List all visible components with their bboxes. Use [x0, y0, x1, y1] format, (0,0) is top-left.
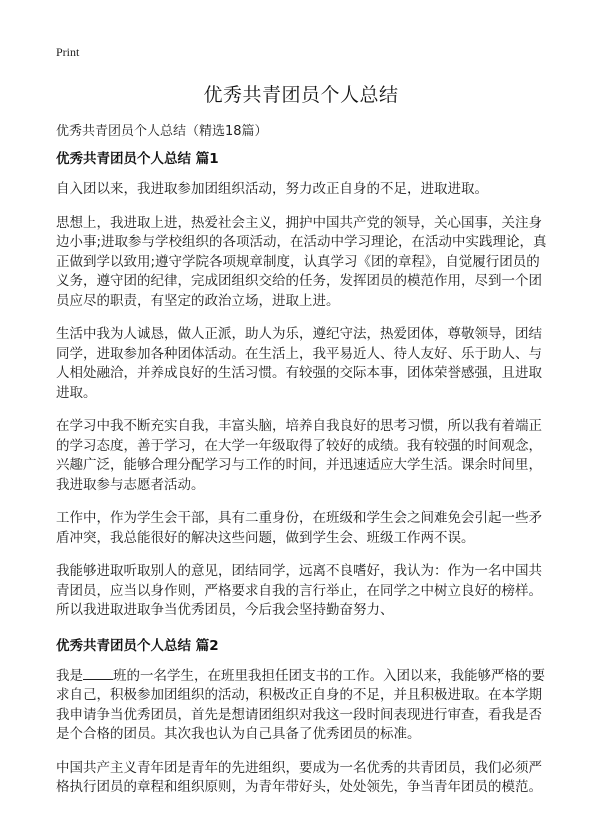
section-1 — [56, 150, 548, 621]
paragraph: 中国共产主义青年团是青年的先进组织，要成为一名优秀的共青团员，我们必须严格执行团员的章程和组织原则，为青年带好头，处处领先，争当青年团员的模范。 — [56, 759, 542, 795]
paragraph: 生活中我为人诚恳，做人正派，助人为乐，遵纪守法，热爱团体，尊敬领导，团结同学，进取参加各种团体活动。在生活上，我平易近人、待人友好、乐于助人、与人相处融洽，并养成良好的生活习惯。有较强的交际本事，团体荣誉感强，且进取进取。 — [56, 326, 542, 401]
fill-in-blank — [83, 667, 113, 680]
paragraph: 我能够进取听取别人的意见，团结同学，远离不良嗜好，我认为：作为一名中国共青团员，应当以身作则，严格要求自我的言行举止，在同学之中树立良好的榜样。所以我进取进取争当优秀团员，今后我会坚持勤奋努力、 — [56, 563, 542, 618]
paragraph: 自入团以来，我进取参加团组织活动，努力改正自身的不足，进取进取。 — [56, 181, 488, 197]
paragraph-suffix: 班的一名学生，在班里我担任团支书的工作。入团以来，我能够严格的要求自己，积极参加团组织的活动，积极改正自身的不足，并且积极进取。在本学期我申请争当优秀团员，首先是想请团组织对我这一段时间表现进行审查，看我是否是个合格的团员。其次我也认为自己具备了优秀团员的标准。 — [56, 667, 545, 742]
document-subtitle: 优秀共青团员个人总结（精选18篇） — [56, 124, 268, 139]
section-heading: 优秀共青团员个人总结 篇2 — [56, 637, 219, 654]
paragraph: 工作中，作为学生会干部，具有二重身份，在班级和学生会之间难免会引起一些矛盾冲突，我总能很好的解决这些问题，做到学生会、班级工作两不误。 — [56, 510, 542, 546]
paragraph: 思想上，我进取上进，热爱社会主义，拥护中国共产党的领导，关心国事，关注身边小事;进取参与学校组织的各项活动，在活动中学习理论，在活动中实践理论，真正做到学以致用;遵守学院各项规章制度，认真学习《团的章程》，自觉履行团员的义务，遵守团的纪律，完成团组织交给的任务，发挥团员的模范作用，尽到一个团员应尽的职责，有坚定的政治立场，进取上进。 — [56, 214, 547, 309]
print-link[interactable]: Print — [56, 45, 80, 59]
section-2 — [56, 637, 548, 798]
document-title: 优秀共青团员个人总结 — [203, 84, 399, 106]
section-heading: 优秀共青团员个人总结 篇1 — [56, 151, 219, 167]
paragraph: 在学习中我不断充实自我，丰富头脑，培养自我良好的思考习惯，所以我有着端正的学习态度，善于学习，在大学一年级取得了较好的成绩。我有较强的时间观念，兴趣广泛，能够合理分配学习与工作的时间，并迅速适应大学生活。课余时间里，我进取参与志愿者活动。 — [56, 418, 542, 493]
document-content — [56, 150, 548, 812]
paragraph-prefix: 我是 — [56, 667, 83, 684]
paragraph — [56, 667, 548, 745]
